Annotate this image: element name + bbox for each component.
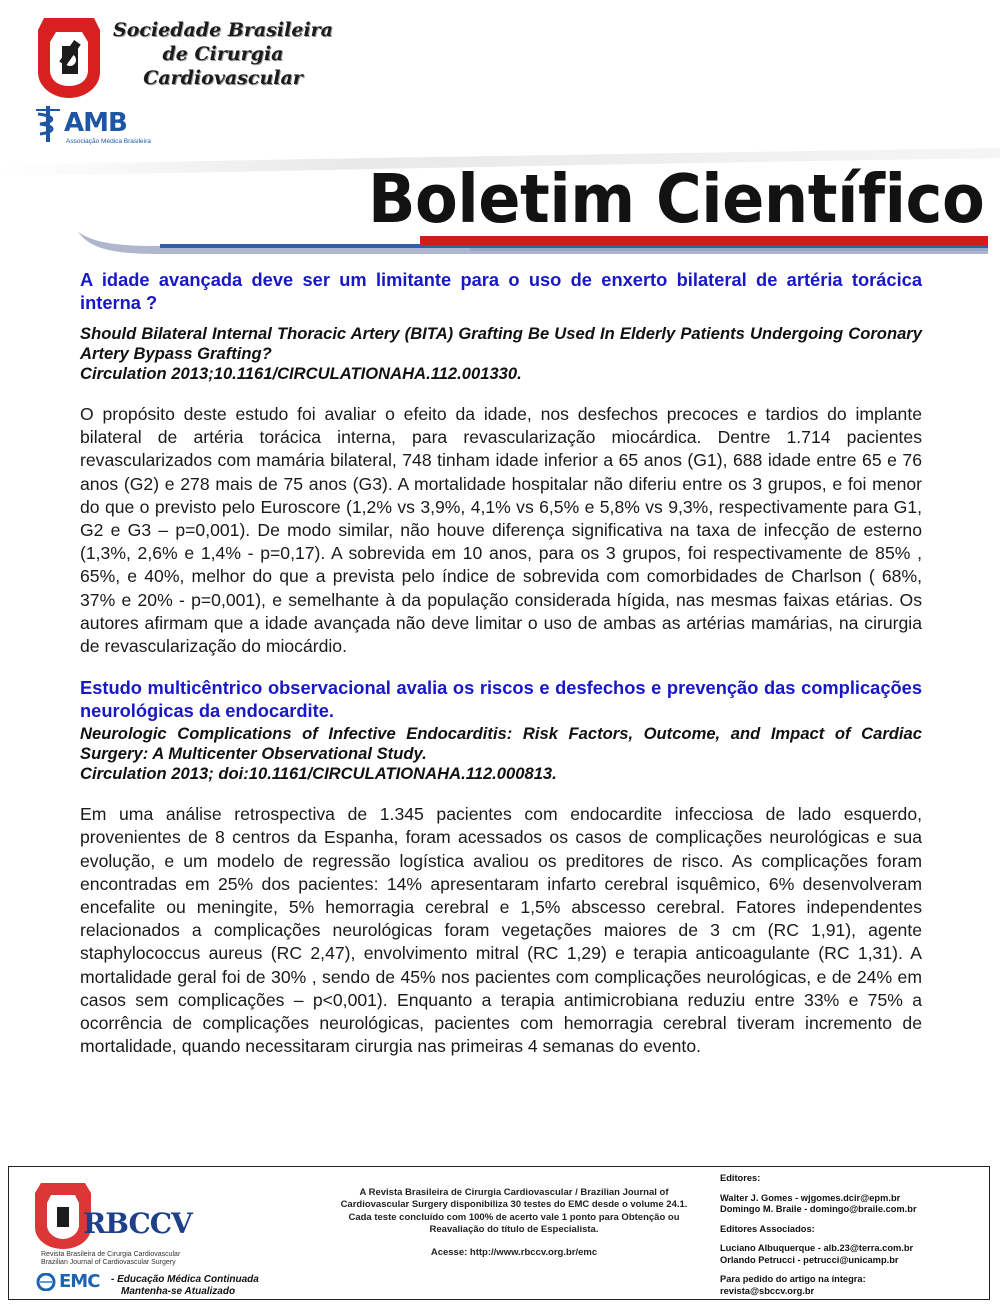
article-1-body: O propósito deste estudo foi avaliar o efeito da idade, nos desfechos precoces e tardios do implante bilateral de artéria torácica interna, para revascularização miocárdica. Dentre 1.714 pacientes revascularizados com mamária bilateral, 748 tinham idade inferior a 65 anos (G1), 688 idade entre 65 e 76 anos (G2) e 278 mais de 75 anos (G3). A mortalidade hospitalar não diferiu entre os 3 grupos, e foi menor do que o previsto pelo Euroscore (1,2% vs 3,9%, 4,1% vs 6,5% e 5,8% vs 9,3%, respectivamente para G1, G2 e G3 – p=0,001). De modo similar, não houve diferença significativa na taxa de infecção de esterno (1,3%, 2,6% e 1,4% - p=0,17). A sobrevida em 10 anos, para os 3 grupos, foi respectivamente de 85% , 65%, e 40%, melhor do que a prevista pelo índice de sobrevida com comorbidades de Charlson ( 68%, 37% e 20% - p=0,001), e semelhante à da população considerada hígida, nas mesmas faixas etárias. Os autores afirmam que a idade avançada não deve limitar o uso de ambas as artérias mamárias, na cirurgia de revascularização do miocárdio.	[80, 404, 922, 657]
emc-tagline-2: Mantenha-se Atualizado	[121, 1286, 236, 1297]
article-2-title-en: Neurologic Complications of Infective Endocarditis: Risk Factors, Outcome, and Impact of Cardiac Surgery: A Multicenter Observational Study.	[80, 724, 922, 764]
society-logo	[30, 8, 333, 158]
editor-2[interactable]: Domingo M. Braile - domingo@braile.com.br	[720, 1204, 917, 1214]
article-2-citation: Circulation 2013; doi:10.1161/CIRCULATIONAHA.112.000813.	[80, 764, 557, 784]
amb-subtitle: Associação Médica Brasileira	[66, 138, 151, 145]
rbccv-subtitle-line1: Revista Brasileira de Cirurgia Cardiovascular	[41, 1251, 181, 1258]
assoc-editor-1[interactable]: Luciano Albuquerque - alb.23@terra.com.br	[720, 1243, 914, 1253]
emc-logo-icon	[35, 1273, 57, 1291]
emc-logo-text: EMC	[59, 1271, 100, 1292]
bulletin-title: Boletim Científico	[368, 160, 985, 238]
editor-1[interactable]: Walter J. Gomes - wjgomes.dcir@epm.br	[720, 1192, 901, 1203]
rbccv-subtitle	[41, 1251, 271, 1267]
article-2-body: Em uma análise retrospectiva de 1.345 pacientes com endocardite infecciosa de lado esquerdo, provenientes de 8 centros da Espanha, foram acessados os casos de complicações neurológicas e sua evolução, e um modelo de regressão logística avaliou os preditores de risco. As complicações foram encontradas em 25% dos pacientes: 14% apresentaram infarto cerebral isquêmico, 6% desenvolveram encefalite ou meningite, 5% hemorragia cerebral e 1,5% abscesso cerebral. Fatores independentes relacionados a complicações neurológicas foram vegetações maiores de 3 cm (RC 1,91), agente staphylococcus aureus (RC 2,47), envolvimento mitral (RC 1,29) e terapia anticoagulante (RC 1,31). A mortalidade geral foi de 30% , sendo de 45% nos pacientes com complicações neurológicas, e de 24% em casos sem complicações – p<0,001). Enquanto a terapia antimicrobiana reduziu entre 33% e 75% a ocorrência de complicações neurológicas, pacientes com hemorragia cerebral tiveram incremento de mortalidade, quando necessitaram cirurgia nas primeiras 4 semanas do evento.	[80, 804, 922, 1057]
society-name	[108, 18, 338, 90]
article-1	[80, 268, 922, 658]
emc-tagline-1: - Educação Médica Continuada	[111, 1274, 259, 1285]
society-name-line2: de Cirurgia	[162, 43, 284, 65]
footer-emc-info	[339, 1187, 689, 1259]
article-2-title-pt: Estudo multicêntrico observacional avalia os riscos e desfechos e prevenção das complicações neurológicas da endocardite.	[80, 677, 922, 722]
emc-description: A Revista Brasileira de Cirurgia Cardiovascular / Brazilian Journal of Cardiovascular Surgery disponibiliza 30 testes do EMC desde o volume 24.1. Cada teste concluído com 100% de acerto vale 1 ponto para Obtenção ou Reavaliação do título de Especialista.	[340, 1187, 688, 1236]
caduceus-icon	[34, 104, 62, 144]
footer-box	[8, 1166, 990, 1300]
editors-label: Editores:	[720, 1173, 761, 1183]
rbccv-subtitle-line2: Brazilian Journal of Cardiovascular Surgery	[41, 1259, 176, 1266]
society-name-line1: Sociedade Brasileira	[113, 19, 333, 41]
article-1-citation: Circulation 2013;10.1161/CIRCULATIONAHA.112.001330.	[80, 364, 522, 383]
amb-logo	[34, 104, 194, 154]
rbccv-logo-text: RBCCV	[83, 1207, 192, 1240]
article-1-title-pt: A idade avançada deve ser um limitante para o uso de enxerto bilateral de artéria torácica interna ?	[80, 269, 922, 313]
bulletin-content	[80, 268, 922, 1058]
order-email[interactable]: revista@sbccv.org.br	[720, 1285, 815, 1296]
assoc-editor-2[interactable]: Orlando Petrucci - petrucci@unicamp.br	[720, 1254, 899, 1265]
footer-editors	[720, 1173, 985, 1297]
amb-logo-text: AMB	[64, 108, 127, 138]
sbccv-heart-logo-icon	[34, 12, 104, 100]
order-label: Para pedido do artigo na íntegra:	[720, 1274, 866, 1284]
article-1-title-en: Should Bilateral Internal Thoracic Artery (BITA) Grafting Be Used In Elderly Patients Undergoing Coronary Artery Bypass Grafting?	[80, 324, 922, 363]
assoc-editors-label: Editores Associados:	[720, 1223, 815, 1234]
rbccv-logo	[33, 1177, 273, 1295]
society-name-line3: Cardiovascular	[143, 67, 303, 89]
emc-access-link[interactable]: Acesse: http://www.rbccv.org.br/emc	[430, 1246, 598, 1258]
article-2	[80, 676, 922, 1058]
